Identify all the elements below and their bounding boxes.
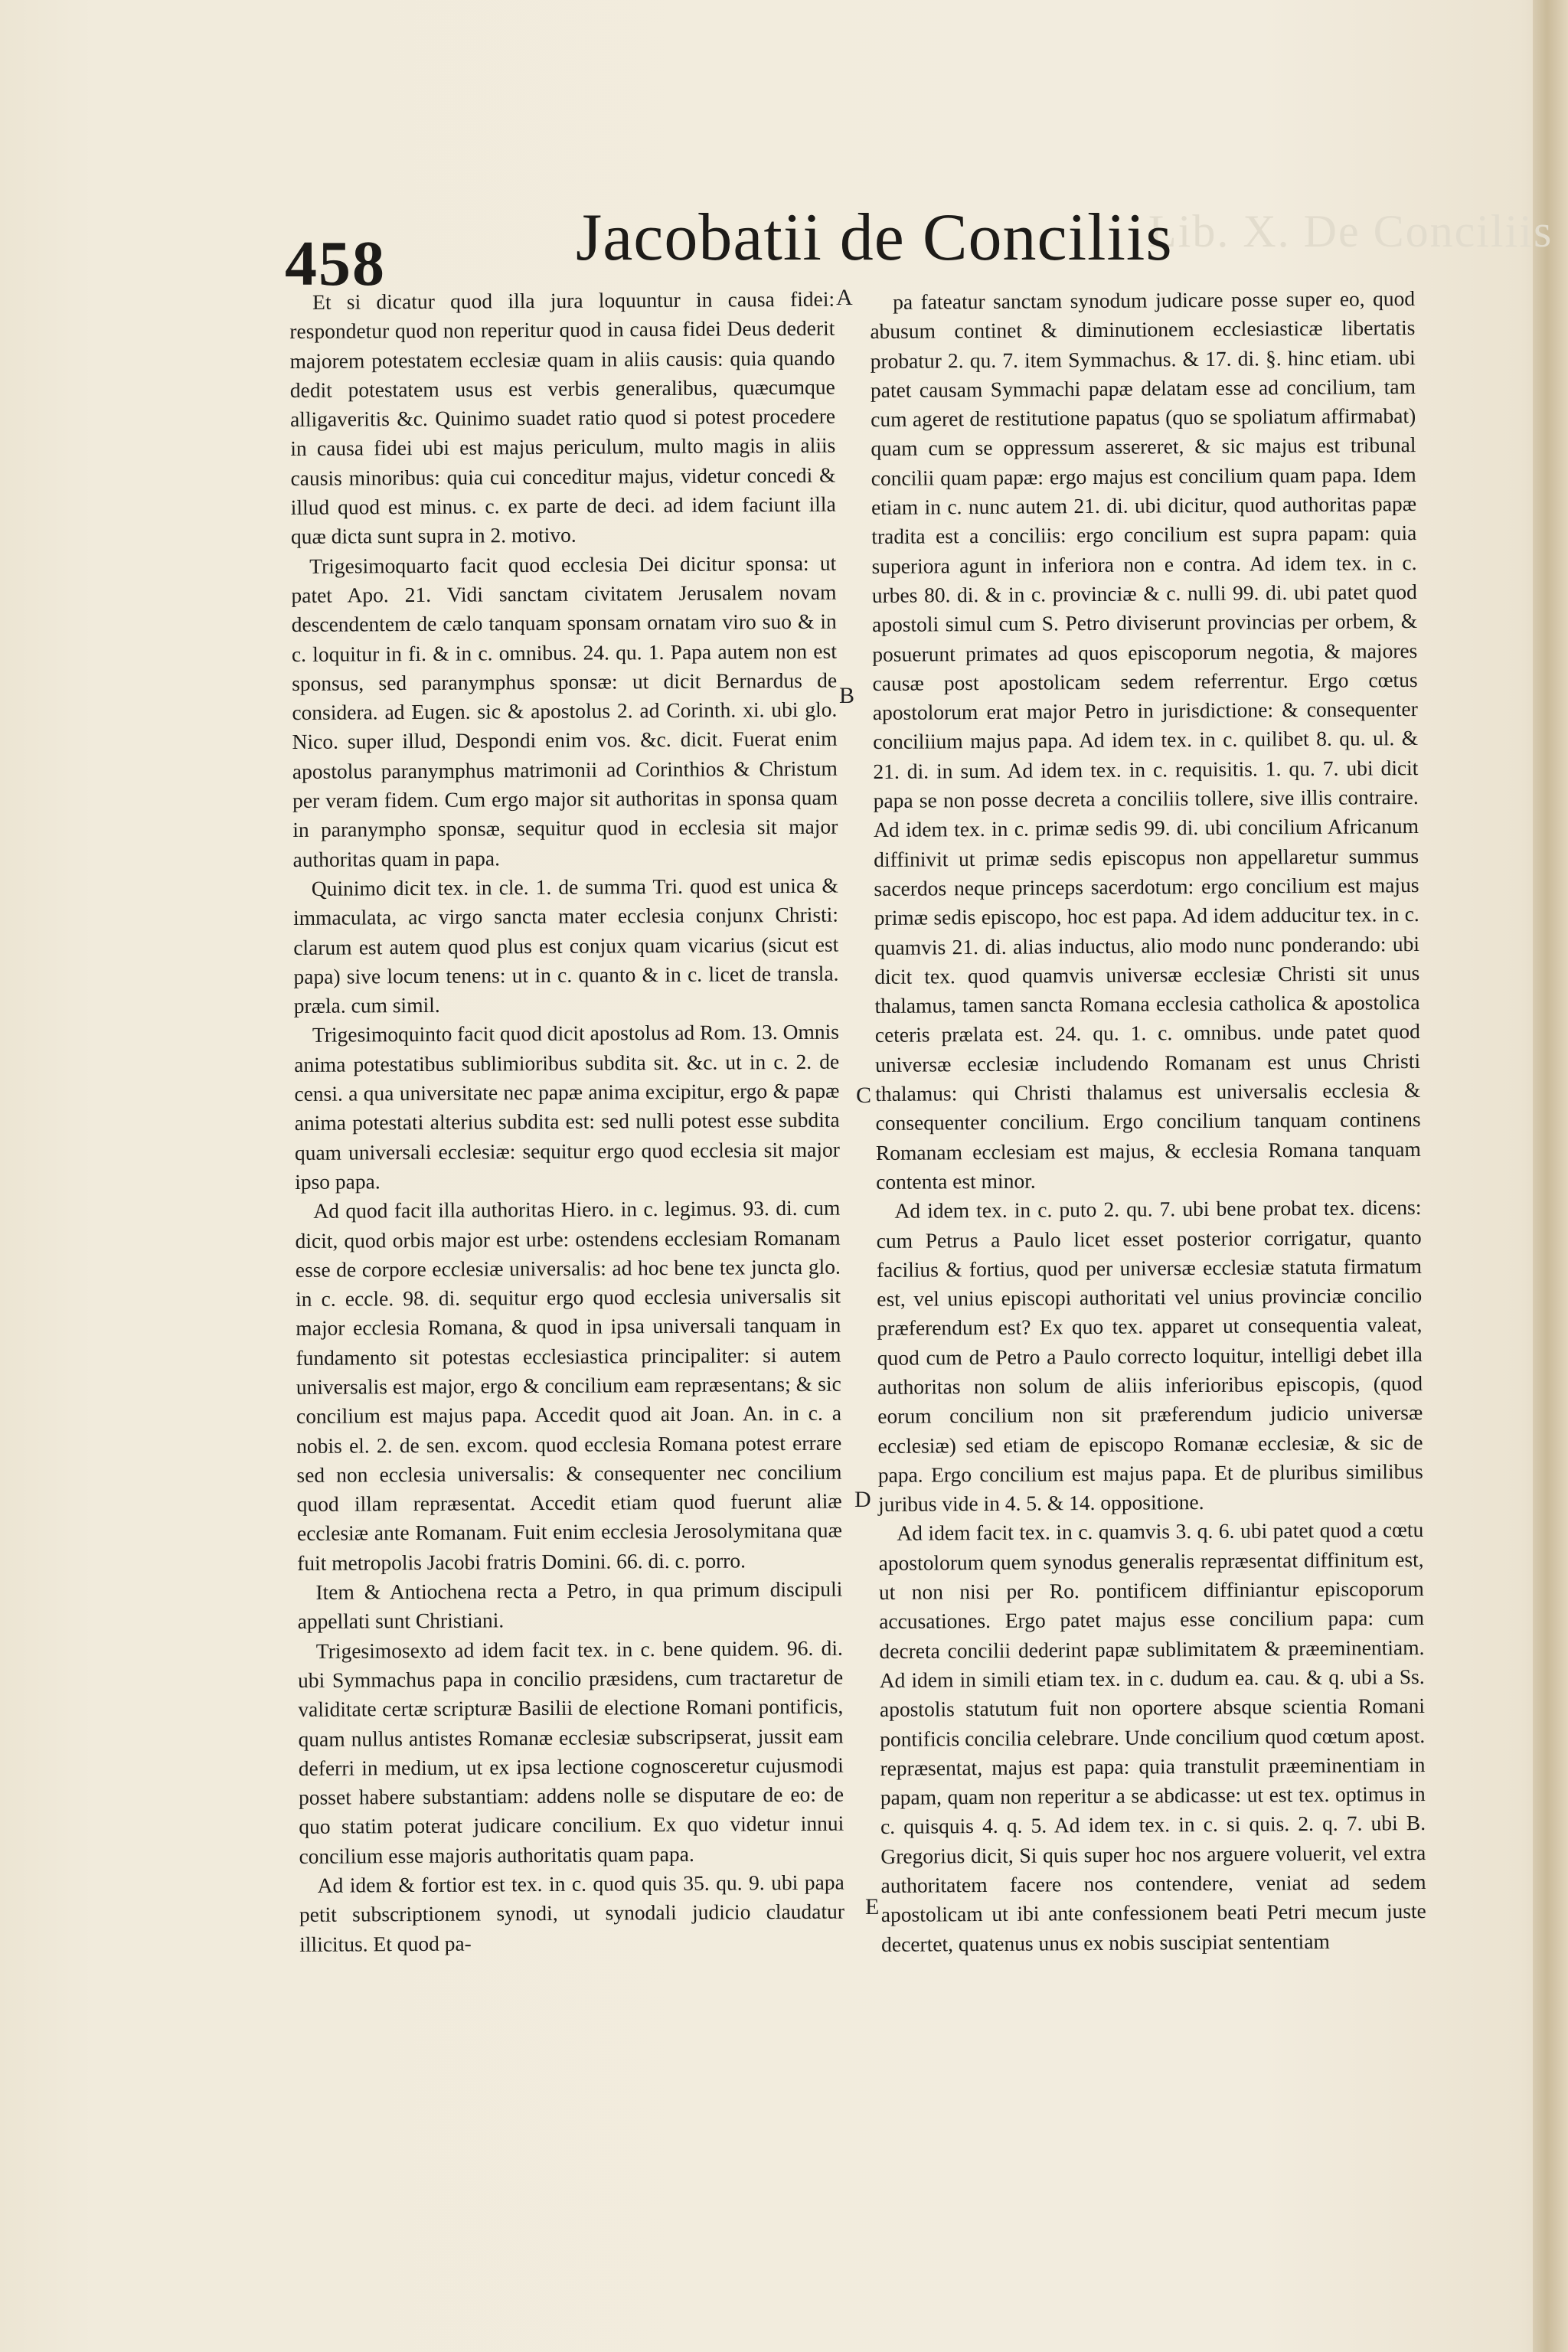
paragraph: Quinimo dicit tex. in cle. 1. de summa Tri. quod est unica & immaculata, ac virgo sancta mater ecclesia conjunx Christi: clarum est autem quod plus est conjux quam vicarius (sicut est papa) sive locum tenens: ut in c. quanto & in c. licet de transla. præla. cum simil. — [292, 873, 839, 1018]
paragraph: Item & Antiochena recta a Petro, in qua primum discipuli appellati sunt Christiani. — [297, 1576, 843, 1634]
left-column — [289, 285, 844, 1959]
paragraph: Ad idem & fortior est tex. in c. quod quis 35. qu. 9. ubi papa petit subscriptionem synodi, ut synodali judicio claudatur illicitus. Et quod pa- — [299, 1870, 845, 1956]
paragraph: Ad quod facit illa authoritas Hiero. in c. legimus. 93. di. cum dicit, quod orbis major est urbe: ostendens ecclesiam Romanam esse de corpore ecclesiæ universalis: ad hoc bene tex juncta glo. in c. eccle. 98. di. sequitur ergo quod ecclesia universalis sit major ecclesia Romana, & quod in ipsa universali tanquam in fundamento sit potestas ecclesiastica principaliter: si autem universalis est major, ergo & concilium eam repræsentans; & sic concilium est majus papa. Accedit quod ait Joan. An. in c. a nobis el. 2. de sen. excom. quod ecclesia Romana potest errare sed non ecclesia universalis: & consequenter nec concilium quod illam repræsentat. Accedit etiam quod fuerunt aliæ ecclesiæ ante Romanam. Fuit enim ecclesia Jerosolymitana quæ fuit metropolis Jacobi fratris Domini. 66. di. c. porro. — [295, 1195, 843, 1575]
paragraph: pa fateatur sanctam synodum judicare posse super eo, quod abusum continet & diminutionem ecclesiasticæ libertatis probatur 2. qu. 7. item Symmachus. & 17. di. §. hinc etiam. ubi patet causam Symmachi papæ delatam esse ad concilium, tam cum ageret de restitutione papatus (quo se spoliatum affirmabat) quam cum se oppressum assereret, & sic majus est tribunal concilii quam papæ: ergo majus est concilium quam papa. Idem etiam in c. nunc autem 21. di. ubi dicitur, quod authoritas papæ tradita est a conciliis: ergo concilium est supra papam: quia superiora agunt in inferiora non e contra. Ad idem tex. in c. urbes 80. di. & in c. provinciæ & c. nulli 99. di. ubi patet quod apostoli simul cum S. Petro diviserunt provincias per orbem, & posuerunt primates ad quos episcoporum negotia, & majores causæ post apostolicam sedem referrentur. Ergo cœtus apostolorum erat major Petro in jurisdictione: & consequenter conciliium majus papa. Ad idem tex. in c. quilibet 8. qu. ul. & 21. di. in sum. Ad idem tex. in c. requisitis. 1. qu. 7. ubi dicit papa se non posse decreta a conciliis tollere, sive illis contraire. Ad idem tex. in c. primæ sedis 99. di. ubi concilium Africanum diffinivit ut primæ sedis episcopus non appellaretur summus sacerdos neque princeps sacerdotum: ergo concilium est majus primæ sedis episcopo, hoc est papa. Ad idem adducitur tex. in c. quamvis 21. di. alias inductus, alio modo nunc ponderando: ubi dicit tex. quod quamvis universæ ecclesiæ Christi sit unus thalamus, tamen sancta Romana ecclesia catholica & apostolica ceteris prælata est. 24. qu. 1. c. omnibus. unde patet quod universæ ecclesiæ includendo Romanam est unus Christi thalamus: qui Christi thalamus est universalis ecclesia & consequenter concilium. Ergo concilium tanquam continens Romanam ecclesiam est majus, & ecclesia Romana tanquam contenta est minor. — [870, 286, 1421, 1194]
margin-marker-b: B — [839, 683, 855, 708]
paragraph: Trigesimoquarto facit quod ecclesia Dei dicitur sponsa: ut patet Apo. 21. Vidi sanctam civitatem Jerusalem novam descendentem de cælo tanquam sponsam ornatam viro suo & in c. loquitur in fi. & in c. omnibus. 24. qu. 1. Papa autem non est sponsus, sed paranymphus sponsæ: ut dicit Bernardus de considera. ad Eugen. sic & apostolus 2. ad Corinth. xi. ubi glo. Nico. super illud, Despondi enim vos. &c. dicit. Fuerat enim apostolus paranymphus matrimonii ad Corinthios & Christum per veram fidem. Cum ergo major sit authoritas in sponsa quam in paranympho sponsæ, sequitur quod in ecclesia sit major authoritas quam in papa. — [291, 550, 838, 871]
margin-marker-a: A — [836, 285, 853, 310]
paragraph: Ad idem facit tex. in c. quamvis 3. q. 6. ubi patet quod a cœtu apostolorum quem synodus generalis repræsentat diffinitum est, ut non nisi per Ro. pontificem diffiniantur episcoporum accusationes. Ergo patet majus esse concilium papa: cum decreta concilii dederint papæ sublimitatem & præeminentiam. Ad idem in simili etiam tex. in c. dudum ea. cau. & q. ubi a Ss. apostolis statutum fuit non oportere absque scientia Romani pontificis concilia celebrare. Unde concilium quod cœtum apost. repræsentat, majus est papa: quia transtulit præeminentiam in papam, quam non reperitur a se abdicasse: ut est tex. optimus in c. quisquis 4. q. 5. Ad idem tex. in c. si quis. 2. q. 7. ubi B. Gregorius dicit, Si quis super hoc nos arguere voluerit, vel extra authoritatem facere nos contendere, veniat ad sedem apostolicam ut ibi ante confessionem beati Petri mecum juste decertet, quatenus unus ex nobis suscipiat sententiam — [878, 1517, 1426, 1956]
paragraph: Et si dicatur quod illa jura loquuntur in causa fidei: respondetur quod non reperitur quod in causa fidei Deus dederit majorem potestatem ecclesiæ quam in aliis causis: quia quando dedit potestatem usus est verbis generalibus, quæcumque alligaveritis &c. Quinimo suadet ratio quod si potest procedere in causa fidei ubi est majus periculum, multo magis in aliis causis minoribus: quia cui conceditur majus, videtur concedi & illud quod est minus. c. ex parte de deci. ad idem faciunt illa quæ dicta sunt supra in 2. motivo. — [289, 286, 836, 549]
paragraph: Ad idem tex. in c. puto 2. qu. 7. ubi bene probat tex. dicens: cum Petrus a Paulo licet esset posterior corrigatur, quanto facilius & fortius, quod per universæ ecclesiæ statuta firmatum est, vel unius episcopi authoritati vel unius provinciæ concilio præferendum est? Ex quo tex. apparet ut consequentia valeat, quod cum de Petro a Paulo correcto loquitur, intelligi debet illa authoritas non solum de aliis inferioribus episcopis, (quod eorum concilium non sit præferendum judicio universæ ecclesiæ) sed etiam de episcopo Romanæ ecclesiæ, & sic de papa. Ergo concilium est majus papa. Et de pluribus similibus juribus vide in 4. 5. & 14. oppositione. — [876, 1195, 1423, 1517]
page-edge — [1533, 0, 1568, 2352]
paragraph: Trigesimoquinto facit quod dicit apostolus ad Rom. 13. Omnis anima potestatibus sublimioribus subdita sit. &c. ut in c. 2. de censi. a qua universitate nec papæ anima excipitur, ergo & papæ anima potestati alterius subdita est: sed nulli potest esse subdita quam universali ecclesiæ: sequitur ergo quod ecclesia sit major ipso papa. — [294, 1020, 840, 1194]
right-column — [870, 284, 1426, 1959]
margin-marker-d: D — [854, 1487, 871, 1512]
margin-marker-e: E — [865, 1894, 880, 1919]
running-title: Jacobatii de Conciliis — [576, 201, 1173, 275]
page-number: 458 — [285, 228, 386, 299]
show-through-title: Lib. X. De Conciliis — [1148, 206, 1553, 256]
margin-marker-c: C — [856, 1083, 872, 1108]
paragraph: Trigesimosexto ad idem facit tex. in c. bene quidem. 96. di. ubi Symmachus papa in concilio præsidens, cum tractaretur de validitate certæ scripturæ Basilii de electione Romani pontificis, quam nullus antistes Romanæ ecclesiæ subscripserat, jussit eam deferri in medium, ut ex ipsa lectione cognosceretur cujusmodi posset habere substantiam: addens nolle se disputare de eo: de quo statim poterat judicare concilium. Ex quo videtur innui concilium esse majoris authoritatis quam papa. — [298, 1635, 844, 1868]
